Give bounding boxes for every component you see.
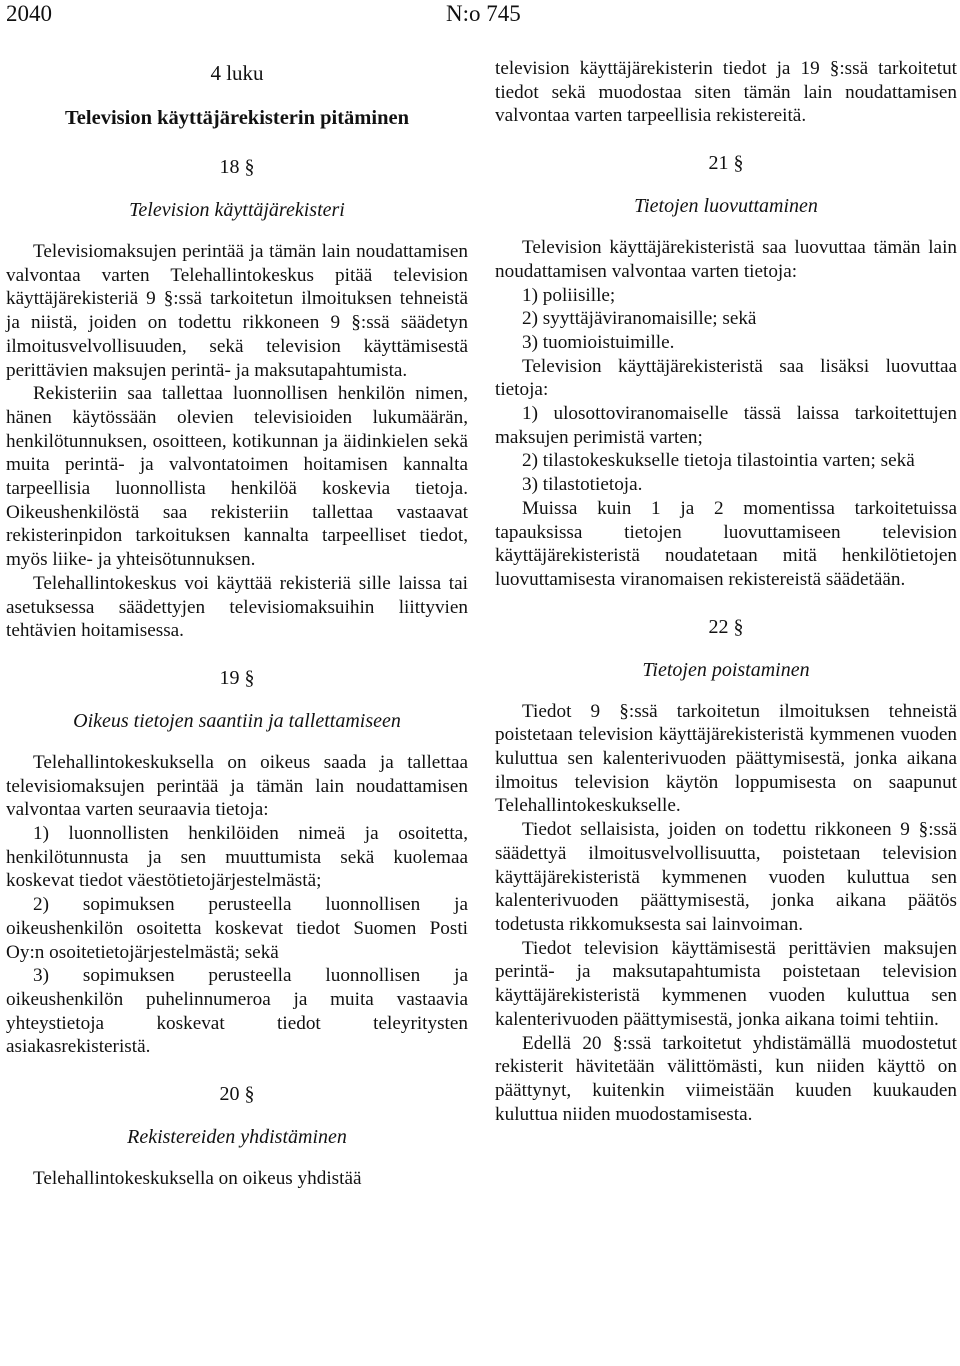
section-21-title: Tietojen luovuttaminen: [634, 195, 818, 218]
section-19-item-2: 2) sopimuksen perusteella luonnollisen ja oikeushenkilön osoitetta koskevat tiedot Suomen Posti Oy:n osoitetietojärjestelmästä; sekä: [6, 894, 468, 963]
section-19-paragraph-1: Telehallintokeskuksella on oikeus saada ja tallettaa televisiomaksujen perintää ja tämän lain noudattamisen valvontaa varten seuraavia tietoja:: [6, 751, 468, 821]
section-21-subitem-2: 2) tilastokeskukselle tietoja tilastointia varten; sekä: [522, 450, 915, 472]
journal-number: N:o 745: [446, 1, 521, 26]
section-21-item-3: 3) tuomioistuimille.: [522, 331, 675, 353]
page-header: [6, 0, 960, 30]
section-21-paragraph-3: Muissa kuin 1 ja 2 momentissa tarkoitetuissa tapauksissa tietojen luovuttamiseen television käyttäjärekisteristä noudatetaan mitä henkilötietojen luovuttamisesta viranomaisen rekistereistä säädetään.: [495, 497, 957, 590]
section-19-number: 19 §: [219, 666, 255, 689]
section-22-number: 22 §: [708, 615, 744, 638]
section-21-paragraph-1: Television käyttäjärekisteristä saa luovuttaa tämän lain noudattamisen valvontaa varten tietoja:: [495, 237, 957, 282]
section-20-title: Rekistereiden yhdistäminen: [127, 1126, 347, 1149]
section-18-number: 18 §: [219, 156, 255, 178]
section-18-paragraph-1: Televisiomaksujen perintää ja tämän lain noudattamisen valvontaa varten Telehallintokeskus pitää television käyttäjärekisteriä 9 §:ssä tarkoitetun ilmoituksen tehneistä ja niistä, joiden on todettu rikkoneen 9 §:ssä säädetyn ilmoitusvelvollisuuden, sekä television käyttämisestä perittävien maksujen perintä- ja maksutapahtumista.: [6, 241, 468, 381]
section-18-paragraph-3: Telehallintokeskus voi käyttää rekisteriä sille laissa tai asetuksessa säädettyjen televisiomaksuihin liittyvien tehtävien hoitamisessa.: [6, 572, 468, 642]
section-21-subitem-1: 1) ulosottoviranomaiselle tässä laissa tarkoitettujen maksujen perimistä varten;: [495, 403, 957, 448]
left-column: [6, 57, 468, 1191]
section-19-item-3: 3) sopimuksen perusteella luonnollisen ja oikeushenkilön puhelinnumeroa ja muita vastaavia yhteystietoja koskevat tiedot teleyritysten asiakasrekisteristä.: [6, 965, 468, 1058]
section-21-paragraph-2: Television käyttäjärekisteristä saa lisäksi luovuttaa tietoja:: [495, 355, 957, 401]
section-22-paragraph-3: Tiedot television käyttämisestä perittävien maksujen perintä- ja maksutapahtumista poistetaan television käyttäjärekisteristä kymmenen vuoden kuluttua sen kalenterivuoden päättymisestä, jonka aikana toimi tehtiin.: [495, 937, 957, 1030]
chapter-title: Television käyttäjärekisterin pitäminen: [65, 107, 409, 129]
section-18-title: Television käyttäjärekisteri: [129, 199, 345, 221]
chapter-heading: 4 luku: [210, 61, 264, 85]
section-22-paragraph-2: Tiedot sellaisista, joiden on todettu rikkoneen 9 §:ssä säädettyä ilmoitusvelvollisuutta, poistetaan television käyttäjärekisteristä kymmenen vuoden kuluttua sen kalenterivuoden päättymisestä, jonka aikana päätös todetusta rikkomuksesta sai lainvoiman.: [495, 819, 957, 935]
section-22-paragraph-4: Edellä 20 §:ssä tarkoitetut yhdistämällä muodostetut rekisterit hävitetään välittömästi, kun niiden käyttö on päättynyt, kuitenkin viimeistään kuuden kuukauden kuluttua niiden muodostamisesta.: [495, 1032, 957, 1125]
section-18-paragraph-2: Rekisteriin saa tallettaa luonnollisen henkilön nimen, hänen käytössään olevien televisioiden lukumäärän, henkilötunnuksen, osoitteen, kotikunnan ja äidinkielen sekä muita perintä- ja valvontatoimen hoitamisen kannalta tarpeellisia luonnollista henkilöä koskevia tietoja. Oikeushenkilöstä saa rekisteriin tallettaa vastaavat rekisterinpidon tarkoituksen kannalta tarpeelliset tiedot, myös liike- ja yhteisötunnuksen.: [6, 383, 468, 571]
section-21-number: 21 §: [708, 152, 744, 175]
right-column: [495, 57, 957, 1126]
section-22-paragraph-1: Tiedot 9 §:ssä tarkoitetun ilmoituksen tehneistä poistetaan television käyttäjärekisteristä kymmenen vuoden kuluttua sen kalenterivuoden päättymisestä, jonka aikana ilmoitus television käytön loppumisesta on saapunut Telehallintokeskukselle.: [495, 700, 957, 817]
section-20-number: 20 §: [219, 1083, 255, 1106]
section-20-paragraph-1: Telehallintokeskuksella on oikeus yhdistää: [33, 1168, 362, 1190]
section-21-item-2: 2) syyttäjäviranomaisille; sekä: [522, 308, 757, 330]
section-20-continuation: television käyttäjärekisterin tiedot ja 19 §:ssä tarkoitetut tiedot sekä muodostaa siten tämän lain noudattamisen valvontaa varten tarpeellisia rekistereitä.: [495, 58, 957, 127]
section-22-title: Tietojen poistaminen: [642, 658, 810, 681]
section-21-subitem-3: 3) tilastotietoja.: [522, 474, 643, 496]
section-19-title: Oikeus tietojen saantiin ja tallettamiseen: [73, 709, 401, 732]
page-number: 2040: [6, 1, 52, 26]
section-19-item-1: 1) luonnollisten henkilöiden nimeä ja osoitetta, henkilötunnusta ja sen muuttumista sekä kuolemaa koskevat tiedot väestötietojärjestelmästä;: [6, 823, 468, 892]
section-21-item-1: 1) poliisille;: [522, 284, 616, 306]
